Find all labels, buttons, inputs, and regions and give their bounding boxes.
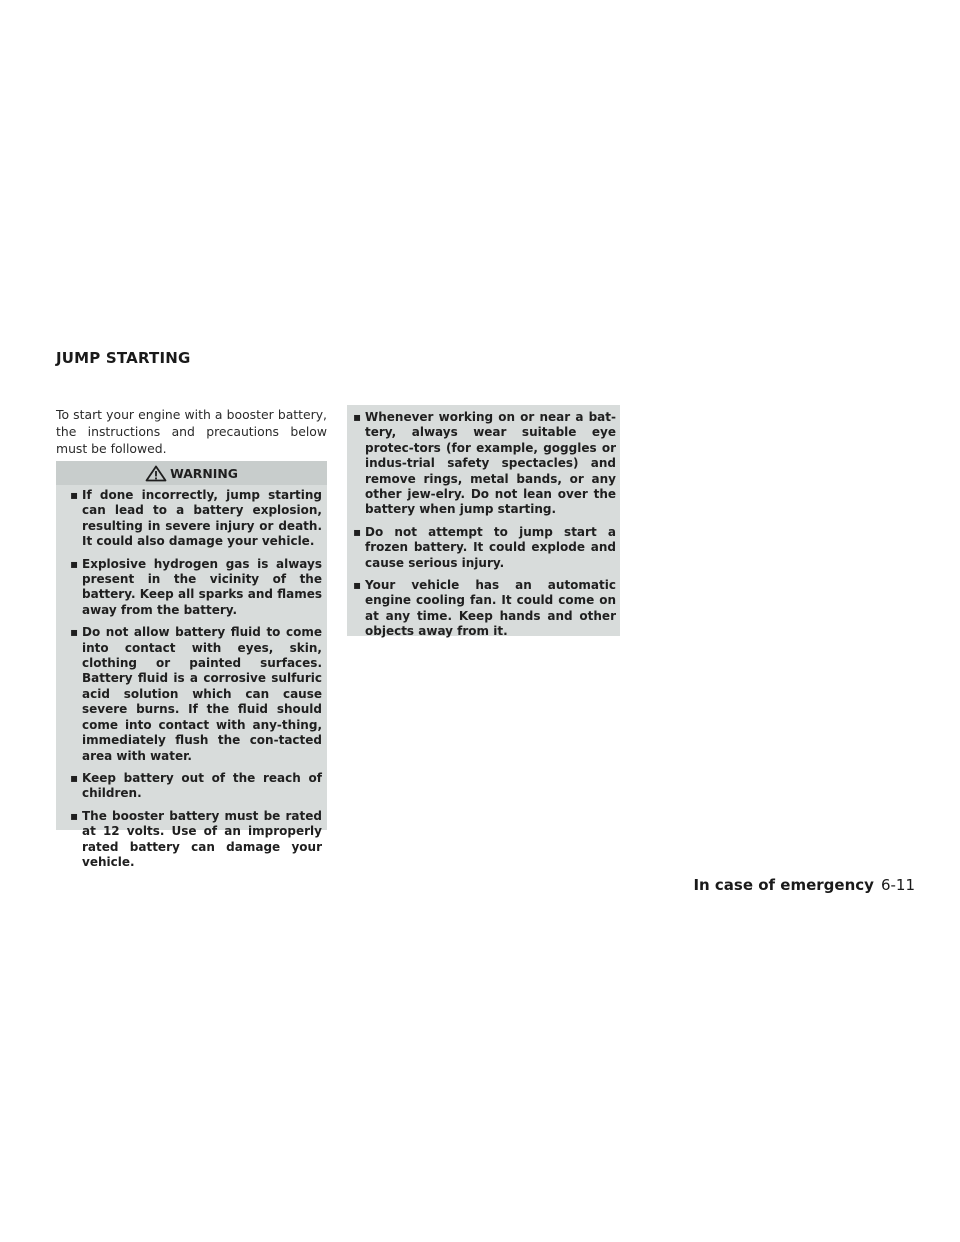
warning-item: ▪ Your vehicle has an automatic engine cooling fan. It could come on at any time. Keep hands and other objects away from it. <box>353 578 616 639</box>
chapter-title: In case of emergency <box>693 876 874 894</box>
warning-item: ▪ Keep battery out of the reach of children. <box>70 770 322 801</box>
warning-item: ▪ Explosive hydrogen gas is always present in the vicinity of the battery. Keep all sparks and flames away from the battery. <box>70 556 322 617</box>
warning-box-right <box>347 405 620 639</box>
warning-header <box>56 461 327 485</box>
warning-item: ▪ Whenever working on or near a bat-tery, always wear suitable eye protec-tors (for example, goggles or indus-trial safety spectacles) and remove rings, metal bands, or any other jew-elry. Do not lean over the battery when jump starting. <box>353 410 616 517</box>
page-footer <box>660 876 915 894</box>
warning-item: ▪ Do not attempt to jump start a frozen battery. It could explode and cause serious injury. <box>353 524 616 570</box>
intro-paragraph: To start your engine with a booster battery, the instructions and precautions below must be followed. <box>56 407 327 456</box>
warning-list-left <box>56 485 327 870</box>
warning-item: ▪ The booster battery must be rated at 12 volts. Use of an improperly rated battery can damage your vehicle. <box>70 808 322 869</box>
warning-list-right <box>347 405 620 640</box>
warning-item: ▪ If done incorrectly, jump starting can lead to a battery explosion, resulting in severe injury or death. It could also damage your vehicle. <box>70 488 322 549</box>
warning-triangle-icon <box>145 465 167 482</box>
warning-label: WARNING <box>170 465 238 481</box>
warning-box-left <box>56 461 327 869</box>
section-title: JUMP STARTING <box>56 349 191 367</box>
page-number: 6-11 <box>880 876 915 894</box>
warning-item: ▪ Do not allow battery fluid to come into contact with eyes, skin, clothing or painted surfaces. Battery fluid is a corrosive sulfuric acid solution which can cause severe burns. If the fluid should come into contact with any-thing, immediately flush the con-tacted area with water. <box>70 625 322 763</box>
